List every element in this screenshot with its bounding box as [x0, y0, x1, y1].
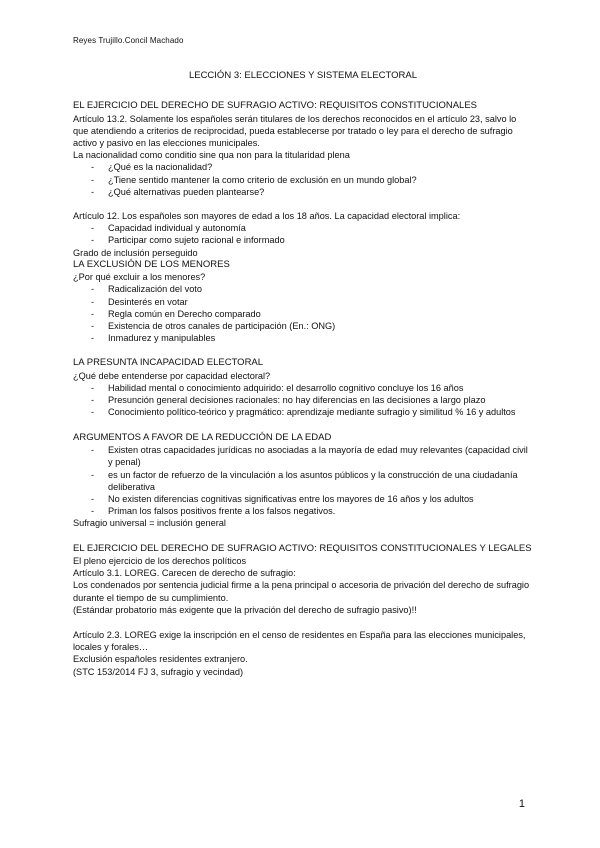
list-item: - Participar como sujeto racional e informado — [73, 234, 533, 246]
section-heading: EL EJERCICIO DEL DERECHO DE SUFRAGIO ACTIVO: REQUISITOS CONSTITUCIONALES Y LEGALES — [73, 542, 532, 554]
running-header: Reyes Trujillo.Concil Machado — [73, 36, 184, 45]
paragraph: La nacionalidad como conditio sine qua non para la titularidad plena — [73, 150, 350, 161]
list-item: - Existen otras capacidades jurídicas no asociadas a la mayoría de edad muy relevantes (capacidad civil y penal) — [73, 444, 533, 468]
bullet-list — [73, 222, 533, 246]
list-item: - No existen diferencias cognitivas significativas entre los mayores de 16 años y los adultos — [73, 493, 533, 505]
list-item: - Regla común en Derecho comparado — [73, 308, 533, 320]
list-item: - es un factor de refuerzo de la vinculación a los asuntos públicos y la construcción de una ciudadanía deliberativa — [73, 469, 533, 493]
list-item: - Conocimiento político-teórico y pragmático: aprendizaje mediante sufragio y similitud % 16 y adultos — [73, 406, 533, 418]
paragraph: Exclusión españoles residentes extranjero. — [73, 654, 248, 665]
list-item: - Radicalización del voto — [73, 283, 533, 295]
paragraph: (STC 153/2014 FJ 3, sufragio y vecindad) — [73, 666, 244, 677]
bullet-list — [73, 161, 533, 198]
section-heading: LA PRESUNTA INCAPACIDAD ELECTORAL — [73, 357, 264, 369]
article-text: Artículo 12. Los españoles son mayores de edad a los 18 años. La capacidad electoral implica: — [73, 211, 461, 222]
paragraph: Grado de inclusión perseguido — [73, 247, 198, 258]
article-text: Artículo 13.2. Solamente los españoles serán titulares de los derechos reconocidos en el artículo 23, salvo lo que atendiendo a criterios de reciprocidad, pueda establecerse por tratado o ley para el derecho de sufragio activo y pasivo en las elecciones municipales. — [73, 113, 517, 149]
bullet-list — [73, 283, 533, 344]
section-heading: ARGUMENTOS A FAVOR DE LA REDUCCIÓN DE LA EDAD — [73, 431, 332, 443]
page-title: LECCIÓN 3: ELECCIONES Y SISTEMA ELECTORAL — [188, 70, 418, 81]
list-item: - Capacidad individual y autonomía — [73, 222, 533, 234]
paragraph: (Estándar probatorio más exigente que la privación del derecho de sufragio pasivo)!! — [73, 604, 417, 615]
list-item: - Inmadurez y manipulables — [73, 332, 533, 344]
paragraph: ¿Qué debe entenderse por capacidad electoral? — [73, 370, 271, 381]
article-text: Artículo 3.1. LOREG. Carecen de derecho de sufragio: — [73, 568, 296, 579]
document-body — [73, 70, 533, 678]
bullet-list — [73, 382, 533, 419]
list-item: - Priman los falsos positivos frente a los falsos negativos. — [73, 505, 533, 517]
list-item: - Habilidad mental o conocimiento adquirido: el desarrollo cognitivo concluye los 16 años — [73, 382, 533, 394]
paragraph: El pleno ejercicio de los derechos políticos — [73, 555, 247, 566]
paragraph: Los condenados por sentencia judicial firme a la pena principal o accesoria de privación del derecho de sufragio durante el tiempo de su cumplimiento. — [73, 580, 530, 603]
paragraph: Sufragio universal = inclusión general — [73, 518, 226, 529]
paragraph: ¿Por qué excluir a los menores? — [73, 272, 206, 283]
list-item: - Existencia de otros canales de participación (En.: ONG) — [73, 320, 533, 332]
section-heading: EL EJERCICIO DEL DERECHO DE SUFRAGIO ACTIVO: REQUISITOS CONSTITUCIONALES — [73, 100, 477, 112]
list-item: - Desinterés en votar — [73, 296, 533, 308]
list-item: - Presunción general decisiones racionales: no hay diferencias en las decisiones a largo plazo — [73, 394, 533, 406]
list-item: - ¿Tiene sentido mantener la como criterio de exclusión en un mundo global? — [73, 174, 533, 186]
page-number: 1 — [518, 798, 525, 810]
section-heading: LA EXCLUSIÓN DE LOS MENORES — [73, 258, 230, 270]
list-item: - ¿Qué es la nacionalidad? — [73, 161, 533, 173]
list-item: - ¿Qué alternativas pueden plantearse? — [73, 186, 533, 198]
article-text: Artículo 2.3. LOREG exige la inscripción en el censo de residentes en España para las elecciones municipales, locales y forales… — [73, 629, 526, 653]
bullet-list — [73, 444, 533, 517]
